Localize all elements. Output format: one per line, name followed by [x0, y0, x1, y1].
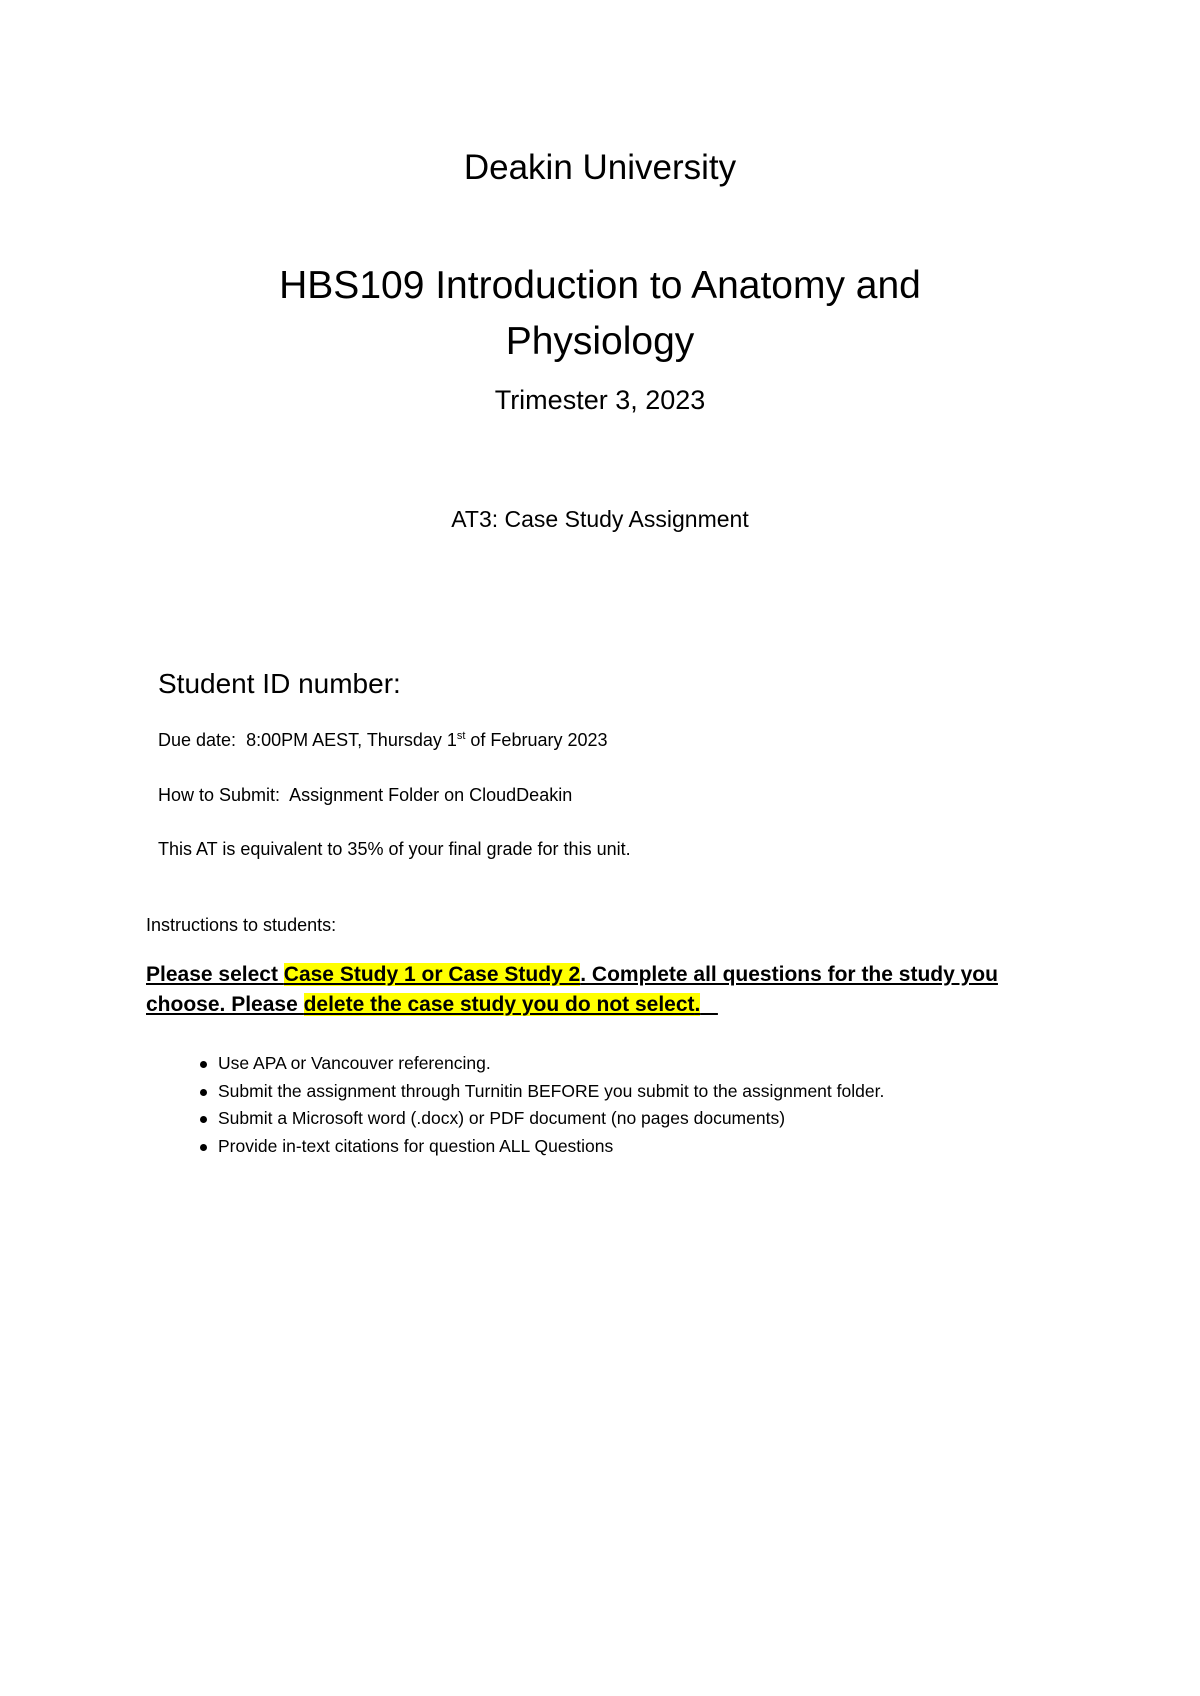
bullet-text: Submit a Microsoft word (.docx) or PDF document (no pages documents)	[218, 1108, 786, 1128]
how-to-submit-line	[158, 785, 572, 806]
due-date-value-suffix: of February 2023	[465, 730, 608, 750]
unit-title-line-1: HBS109 Introduction to Anatomy and	[279, 264, 921, 307]
instructions-emphasis	[146, 960, 1026, 1020]
due-date-ordinal: st	[456, 730, 466, 742]
grade-equivalence: This AT is equivalent to 35% of your final grade for this unit.	[158, 839, 631, 859]
highlight-delete-instruction	[304, 993, 701, 1016]
instructions-line-1	[146, 960, 1026, 990]
assessment-title: AT3: Case Study Assignment	[451, 506, 749, 532]
unit-title-line-2: Physiology	[505, 320, 695, 363]
instruction-bullet-list	[190, 1050, 884, 1160]
due-date-line	[158, 730, 608, 751]
highlight-case-study-choice: Case Study 1 or Case Study 2	[283, 963, 581, 986]
instr-highlight-2-text: delete the case study you do not select	[303, 993, 695, 1016]
instructions-line-2	[146, 990, 1026, 1020]
trimester-label: Trimester 3, 2023	[494, 385, 706, 415]
unit-title	[0, 258, 1200, 370]
student-id-label: Student ID number:	[158, 668, 401, 699]
how-to-submit-label: How to Submit:	[158, 785, 281, 805]
bullet-icon	[200, 1089, 207, 1096]
instructions-label: Instructions to students:	[146, 915, 337, 935]
bullet-icon	[200, 1116, 207, 1123]
bullet-icon	[200, 1144, 207, 1151]
bullet-text: Submit the assignment through Turnitin BEFORE you submit to the assignment folder.	[218, 1080, 885, 1101]
bullet-text: Use APA or Vancouver referencing.	[218, 1053, 491, 1073]
list-item	[190, 1105, 884, 1133]
university-title: Deakin University	[463, 148, 737, 187]
instr-text-1: Please select	[146, 963, 284, 986]
instr-text-2: . Complete all questions for the study you	[580, 963, 998, 986]
how-to-submit-value: Assignment Folder on CloudDeakin	[289, 785, 573, 805]
list-item	[190, 1050, 884, 1078]
list-item	[190, 1078, 884, 1106]
bullet-icon	[200, 1061, 207, 1068]
instr-text-4: .	[694, 993, 701, 1016]
bullet-text: Provide in-text citations for question ALL Questions	[218, 1135, 614, 1156]
due-date-label: Due date:	[158, 730, 237, 750]
due-date-value-prefix: 8:00PM AEST, Thursday 1	[246, 730, 457, 750]
list-item	[190, 1133, 884, 1161]
instr-text-3: choose. Please	[146, 993, 304, 1016]
